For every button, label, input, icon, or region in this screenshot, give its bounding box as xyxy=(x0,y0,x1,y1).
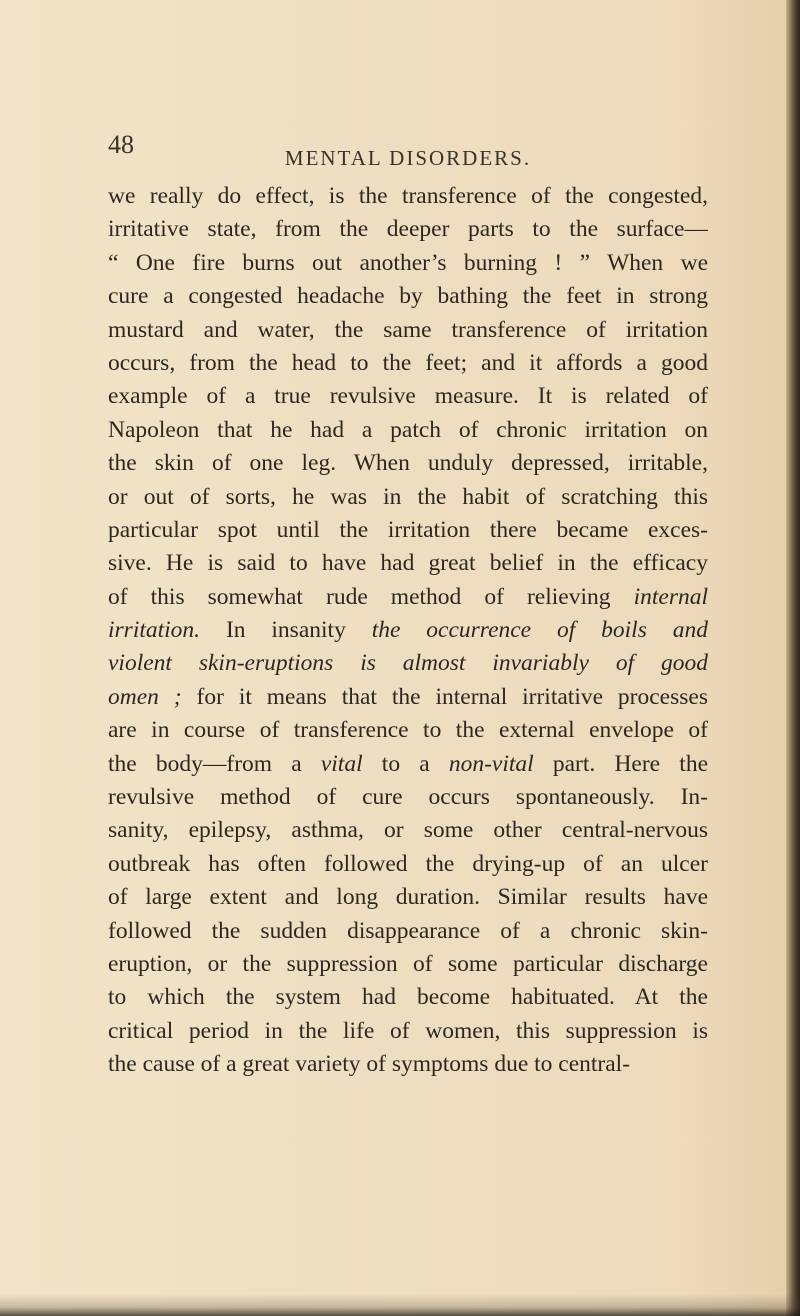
text-segment: sanity, epilepsy, asthma, or some other central-nervous xyxy=(108,817,708,844)
text-segment: the body—from a xyxy=(108,750,321,777)
text-segment: the cause of a great variety of symptoms due to central- xyxy=(108,1051,631,1078)
text-segment: critical period in the life of women, this suppression is xyxy=(108,1017,708,1044)
text-segment: or out of sorts, he was in the habit of scratching this xyxy=(108,483,708,510)
italic-text-segment: omen ; xyxy=(108,683,182,710)
italic-text-segment: non-vital xyxy=(448,750,534,777)
text-segment: we really do effect, is the transference of the congested, xyxy=(108,183,708,209)
text-line xyxy=(108,213,708,246)
text-segment: to a xyxy=(362,750,449,777)
text-segment: of this somewhat rude method of relieving xyxy=(108,583,634,610)
text-segment: example of a true revulsive measure. It is related of xyxy=(108,383,708,410)
text-line xyxy=(108,814,708,847)
text-line xyxy=(108,180,708,213)
text-line xyxy=(108,681,708,714)
text-segment: cure a congested headache by bathing the feet in strong xyxy=(108,283,708,310)
text-line xyxy=(108,948,708,981)
text-line xyxy=(108,614,708,647)
text-segment: revulsive method of cure occurs spontaneously. In- xyxy=(108,784,708,811)
text-line xyxy=(108,247,708,280)
page-bottom-shadow xyxy=(0,1294,800,1316)
text-line xyxy=(108,781,708,814)
italic-text-segment: violent skin-eruptions is almost invariably of good xyxy=(108,650,708,677)
text-segment: to which the system had become habituated. At the xyxy=(108,984,708,1011)
binding-edge xyxy=(786,0,800,1316)
text-line xyxy=(108,915,708,948)
text-segment: followed the sudden disappearance of a chronic skin- xyxy=(108,917,708,944)
text-segment: Napoleon that he had a patch of chronic irritation on xyxy=(108,416,708,443)
text-segment: irritative state, from the deeper parts to the surface— xyxy=(108,216,708,243)
text-segment: the skin of one leg. When unduly depressed, irritable, xyxy=(108,450,708,477)
text-line xyxy=(108,514,708,547)
text-line xyxy=(108,314,708,347)
text-line xyxy=(108,714,708,747)
italic-text-segment: the occurrence of boils and xyxy=(371,617,708,644)
running-head: MENTAL DISORDERS. xyxy=(284,146,532,170)
text-segment: for it means that the internal irritative processes xyxy=(181,683,708,710)
text-line xyxy=(108,280,708,313)
text-segment: of large extent and long duration. Similar results have xyxy=(108,884,708,911)
text-segment: “ One fire burns out another’s burning ! ” When we xyxy=(108,249,708,276)
italic-text-segment: internal xyxy=(633,583,708,610)
text-line xyxy=(108,1048,708,1081)
text-line xyxy=(108,447,708,480)
text-line xyxy=(108,848,708,881)
text-segment: outbreak has often followed the drying-up of an ulcer xyxy=(108,850,708,877)
text-line xyxy=(108,347,708,380)
text-segment: In insanity xyxy=(200,617,372,644)
text-segment: occurs, from the head to the feet; and it affords a good xyxy=(108,349,708,376)
text-segment: are in course of transference to the external envelope of xyxy=(108,717,708,744)
italic-text-segment: irritation. xyxy=(108,617,201,644)
text-line xyxy=(108,481,708,514)
text-line xyxy=(108,1015,708,1048)
text-line xyxy=(108,581,708,614)
text-segment: part. Here the xyxy=(533,750,708,777)
italic-text-segment: vital xyxy=(320,750,363,777)
text-line xyxy=(108,547,708,580)
text-line xyxy=(108,414,708,447)
text-segment: particular spot until the irritation there became exces- xyxy=(108,516,708,543)
text-line xyxy=(108,981,708,1014)
text-line xyxy=(108,380,708,413)
text-segment: mustard and water, the same transference of irritation xyxy=(108,316,708,343)
text-segment: sive. He is said to have had great belief in the efficacy xyxy=(108,550,708,577)
text-line xyxy=(108,881,708,914)
page-header xyxy=(108,130,708,170)
text-line xyxy=(108,748,708,781)
text-segment: eruption, or the suppression of some particular discharge xyxy=(108,950,708,977)
page-number: 48 xyxy=(108,130,134,159)
body-text xyxy=(108,180,708,1082)
text-line xyxy=(108,647,708,680)
